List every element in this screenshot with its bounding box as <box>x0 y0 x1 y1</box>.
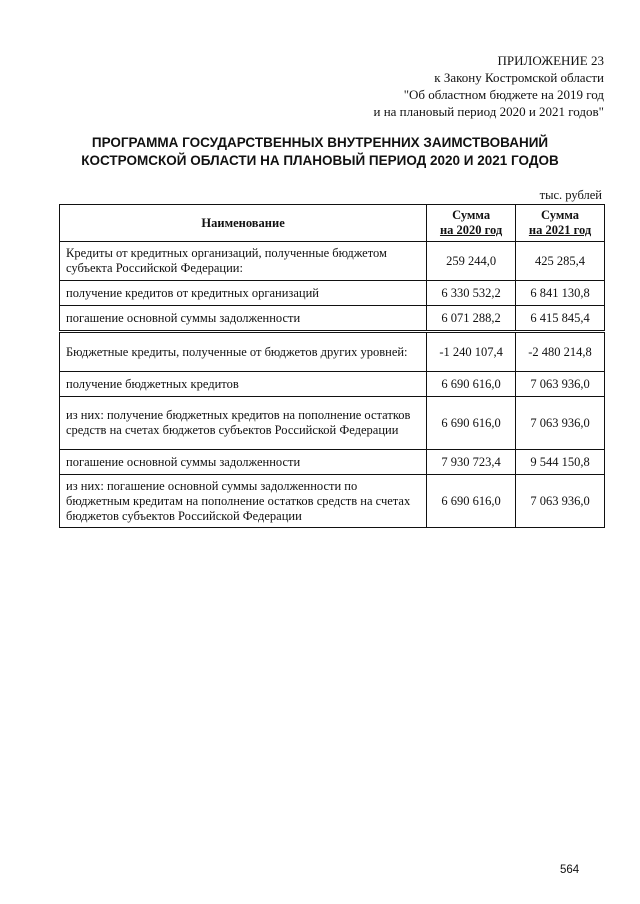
header-2020-year: на 2020 год <box>439 223 503 237</box>
row-value-2021: 7 063 936,0 <box>516 475 605 528</box>
row-value-2020: 7 930 723,4 <box>427 450 516 475</box>
row-name: из них: получение бюджетных кредитов на пополнение остатков средств на счетах бюджетов субъектов Российской Федерации <box>60 397 427 450</box>
table-row <box>60 372 605 397</box>
title-line-2: КОСТРОМСКОЙ ОБЛАСТИ НА ПЛАНОВЫЙ ПЕРИОД 2020 И 2021 ГОДОВ <box>81 153 559 168</box>
row-value-2021: 7 063 936,0 <box>516 372 605 397</box>
row-value-2021: 425 285,4 <box>516 242 605 281</box>
row-value-2021: -2 480 214,8 <box>516 332 605 372</box>
table-row <box>60 332 605 372</box>
borrowing-table <box>59 204 605 528</box>
title-line-1: ПРОГРАММА ГОСУДАРСТВЕННЫХ ВНУТРЕННИХ ЗАИМСТВОВАНИЙ <box>91 135 549 150</box>
table-row <box>60 242 605 281</box>
row-value-2020: 6 690 616,0 <box>427 475 516 528</box>
table-row <box>60 475 605 528</box>
header-2021-year: на 2021 год <box>528 223 592 237</box>
appendix-header <box>373 52 604 120</box>
header-2021-sum: Сумма <box>541 208 580 222</box>
row-name: из них: погашение основной суммы задолженности по бюджетным кредитам на пополнение остатков средств на счетах бюджетов субъектов Российской Федерации <box>60 475 427 528</box>
header-2020-sum: Сумма <box>452 208 491 222</box>
row-value-2021: 6 841 130,8 <box>516 281 605 306</box>
appendix-line-4: и на плановый период 2020 и 2021 годов" <box>373 104 604 119</box>
row-name: погашение основной суммы задолженности <box>60 306 427 332</box>
row-name: получение кредитов от кредитных организаций <box>60 281 427 306</box>
table-row <box>60 306 605 332</box>
header-2021 <box>516 205 605 242</box>
table-row <box>60 397 605 450</box>
document-title <box>0 134 640 170</box>
table-row <box>60 450 605 475</box>
row-value-2020: 6 071 288,2 <box>427 306 516 332</box>
appendix-line-2: к Закону Костромской области <box>434 70 604 85</box>
row-name: получение бюджетных кредитов <box>60 372 427 397</box>
row-value-2021: 6 415 845,4 <box>516 306 605 332</box>
row-value-2020: 6 690 616,0 <box>427 397 516 450</box>
row-value-2021: 9 544 150,8 <box>516 450 605 475</box>
row-name: Кредиты от кредитных организаций, полученные бюджетом субъекта Российской Федерации: <box>60 242 427 281</box>
page-number: 564 <box>560 864 580 876</box>
appendix-line-1: ПРИЛОЖЕНИЕ 23 <box>497 53 604 68</box>
header-2020 <box>427 205 516 242</box>
row-name: Бюджетные кредиты, полученные от бюджетов других уровней: <box>60 332 427 372</box>
table-row <box>60 281 605 306</box>
row-value-2020: 6 690 616,0 <box>427 372 516 397</box>
row-value-2021: 7 063 936,0 <box>516 397 605 450</box>
row-value-2020: 259 244,0 <box>427 242 516 281</box>
row-name: погашение основной суммы задолженности <box>60 450 427 475</box>
table-header-row <box>60 205 605 242</box>
row-value-2020: 6 330 532,2 <box>427 281 516 306</box>
appendix-line-3: "Об областном бюджете на 2019 год <box>403 87 604 102</box>
header-name: Наименование <box>60 205 427 242</box>
row-value-2020: -1 240 107,4 <box>427 332 516 372</box>
units-label: тыс. рублей <box>539 188 602 202</box>
